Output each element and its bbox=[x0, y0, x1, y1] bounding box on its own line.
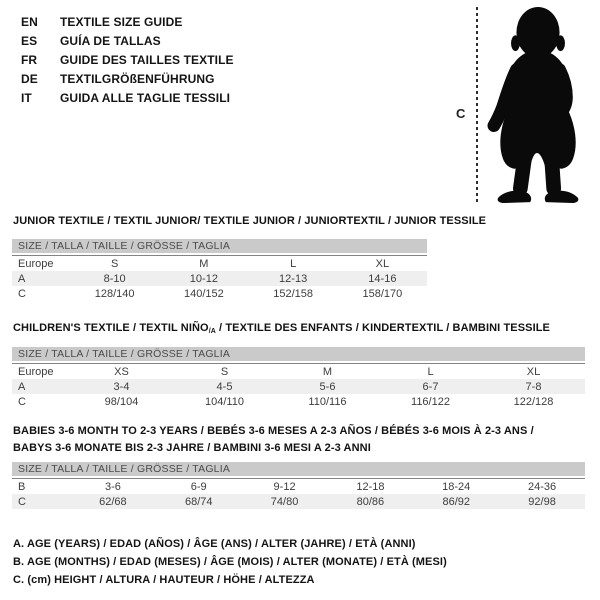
table-cell: M bbox=[322, 365, 333, 378]
table-cell: 74/80 bbox=[270, 495, 299, 508]
table-cell: 3-6 bbox=[104, 480, 121, 493]
table-cell: 4-5 bbox=[216, 380, 233, 393]
note-age-years: A. AGE (YEARS) / EDAD (AÑOS) / ÂGE (ANS) / ALTER (JAHRE) / ETÀ (ANNI) bbox=[13, 538, 416, 550]
language-code: EN bbox=[21, 14, 38, 29]
table-cell: 3-4 bbox=[113, 380, 130, 393]
children-title-pre: CHILDREN'S TEXTILE / TEXTIL NIÑO bbox=[13, 322, 209, 334]
language-row bbox=[21, 88, 234, 107]
children-size-table bbox=[12, 347, 585, 409]
table-cell: 152/158 bbox=[273, 287, 313, 300]
row-label: Europe bbox=[18, 257, 54, 270]
row-label: C bbox=[18, 395, 26, 408]
table-row bbox=[12, 286, 427, 301]
table-cell: 12-13 bbox=[279, 272, 308, 285]
language-title: GUIDA ALLE TAGLIE TESSILI bbox=[60, 90, 231, 105]
language-title: TEXTILE SIZE GUIDE bbox=[60, 14, 183, 29]
table-cell: 110/116 bbox=[308, 395, 347, 408]
table-cell: XL bbox=[375, 257, 390, 270]
language-code: DE bbox=[21, 71, 38, 86]
height-measure-label: C bbox=[456, 106, 466, 121]
row-label: Europe bbox=[18, 365, 54, 378]
babies-title-line2: BABYS 3-6 MONATE BIS 2-3 JAHRE / BAMBINI 3-6 MESI A 2-3 ANNI bbox=[13, 442, 371, 454]
language-row bbox=[21, 50, 234, 69]
row-label: C bbox=[18, 287, 26, 300]
language-row bbox=[21, 12, 234, 31]
table-cell: 62/68 bbox=[99, 495, 127, 508]
junior-section-title: JUNIOR TEXTILE / TEXTIL JUNIOR/ TEXTILE JUNIOR / JUNIORTEXTIL / JUNIOR TESSILE bbox=[13, 215, 487, 227]
table-cell: XS bbox=[114, 365, 129, 378]
table-row bbox=[12, 494, 585, 509]
language-code: FR bbox=[21, 52, 38, 67]
legend-notes bbox=[13, 535, 447, 589]
children-title-post: / TEXTILE DES ENFANTS / KINDERTEXTIL / BAMBINI TESSILE bbox=[215, 322, 550, 334]
children-title-sub: /A bbox=[208, 328, 216, 335]
table-cell: 128/140 bbox=[94, 287, 135, 300]
row-label: A bbox=[18, 380, 26, 393]
table-cell: 7-8 bbox=[525, 380, 542, 393]
junior-table-body bbox=[12, 255, 427, 301]
height-measure-dashed-line bbox=[476, 7, 478, 205]
language-title: TEXTILGRÖßENFÜHRUNG bbox=[60, 71, 215, 86]
table-cell: 140/152 bbox=[183, 287, 224, 300]
table-cell: 68/74 bbox=[184, 495, 213, 508]
table-cell: 104/110 bbox=[205, 395, 244, 408]
language-code: ES bbox=[21, 33, 38, 48]
language-code: IT bbox=[21, 90, 32, 105]
babies-title-line1: BABIES 3-6 MONTH TO 2-3 YEARS / BEBÉS 3-6 MESES A 2-3 AÑOS / BÉBÉS 3-6 MOIS À 2-3 ANS / bbox=[13, 425, 534, 437]
table-row bbox=[12, 271, 427, 286]
table-cell: S bbox=[110, 257, 119, 270]
table-row bbox=[12, 379, 585, 394]
row-label: C bbox=[18, 495, 26, 508]
table-cell: S bbox=[220, 365, 229, 378]
table-cell: 92/98 bbox=[528, 495, 556, 508]
table-cell: L bbox=[427, 365, 434, 378]
table-cell: 6-9 bbox=[190, 480, 207, 493]
size-header-row: SIZE / TALLA / TAILLE / GRÖSSE / TAGLIA bbox=[12, 462, 585, 478]
children-table-body bbox=[12, 363, 585, 409]
baby-silhouette bbox=[486, 5, 590, 206]
language-title: GUÍA DE TALLAS bbox=[60, 33, 161, 48]
table-cell: 14-16 bbox=[368, 272, 397, 285]
table-cell: XL bbox=[526, 365, 541, 378]
table-cell: 158/170 bbox=[362, 287, 403, 300]
size-header-row: SIZE / TALLA / TAILLE / GRÖSSE / TAGLIA bbox=[12, 347, 585, 363]
size-header-row: SIZE / TALLA / TAILLE / GRÖSSE / TAGLIA bbox=[12, 239, 427, 255]
table-cell: 8-10 bbox=[103, 272, 126, 285]
table-cell: 18-24 bbox=[442, 480, 471, 493]
table-row bbox=[12, 394, 585, 409]
junior-size-table bbox=[12, 239, 427, 301]
table-cell: 6-7 bbox=[422, 380, 439, 393]
table-row bbox=[12, 479, 585, 494]
language-row bbox=[21, 69, 234, 88]
note-height-cm: C. (cm) HEIGHT / ALTURA / HAUTEUR / HÖHE / ALTEZZA bbox=[13, 574, 315, 586]
row-label: B bbox=[18, 480, 26, 493]
baby-silhouette-image bbox=[486, 5, 590, 206]
table-cell: 86/92 bbox=[442, 495, 470, 508]
babies-table-body bbox=[12, 478, 585, 509]
language-row bbox=[21, 31, 234, 50]
table-cell: 122/128 bbox=[513, 395, 554, 408]
babies-section-title bbox=[13, 423, 534, 457]
table-cell: L bbox=[290, 257, 297, 270]
row-label: A bbox=[18, 272, 26, 285]
table-cell: M bbox=[199, 257, 209, 270]
note-age-months: B. AGE (MONTHS) / EDAD (MESES) / ÂGE (MOIS) / ALTER (MONATE) / ETÀ (MESI) bbox=[13, 556, 447, 568]
table-cell: 24-36 bbox=[527, 480, 557, 493]
table-cell: 12-18 bbox=[356, 480, 385, 493]
table-cell: 98/104 bbox=[104, 395, 139, 408]
table-cell: 116/122 bbox=[411, 395, 450, 408]
language-title-list bbox=[21, 12, 234, 107]
table-cell: 10-12 bbox=[189, 272, 218, 285]
babies-size-table bbox=[12, 462, 585, 509]
table-cell: 9-12 bbox=[273, 480, 296, 493]
table-cell: 5-6 bbox=[319, 380, 336, 393]
table-cell: 80/86 bbox=[356, 495, 385, 508]
table-row bbox=[12, 256, 427, 271]
children-section-title bbox=[13, 322, 550, 335]
table-row bbox=[12, 364, 585, 379]
language-title: GUIDE DES TAILLES TEXTILE bbox=[60, 52, 234, 67]
